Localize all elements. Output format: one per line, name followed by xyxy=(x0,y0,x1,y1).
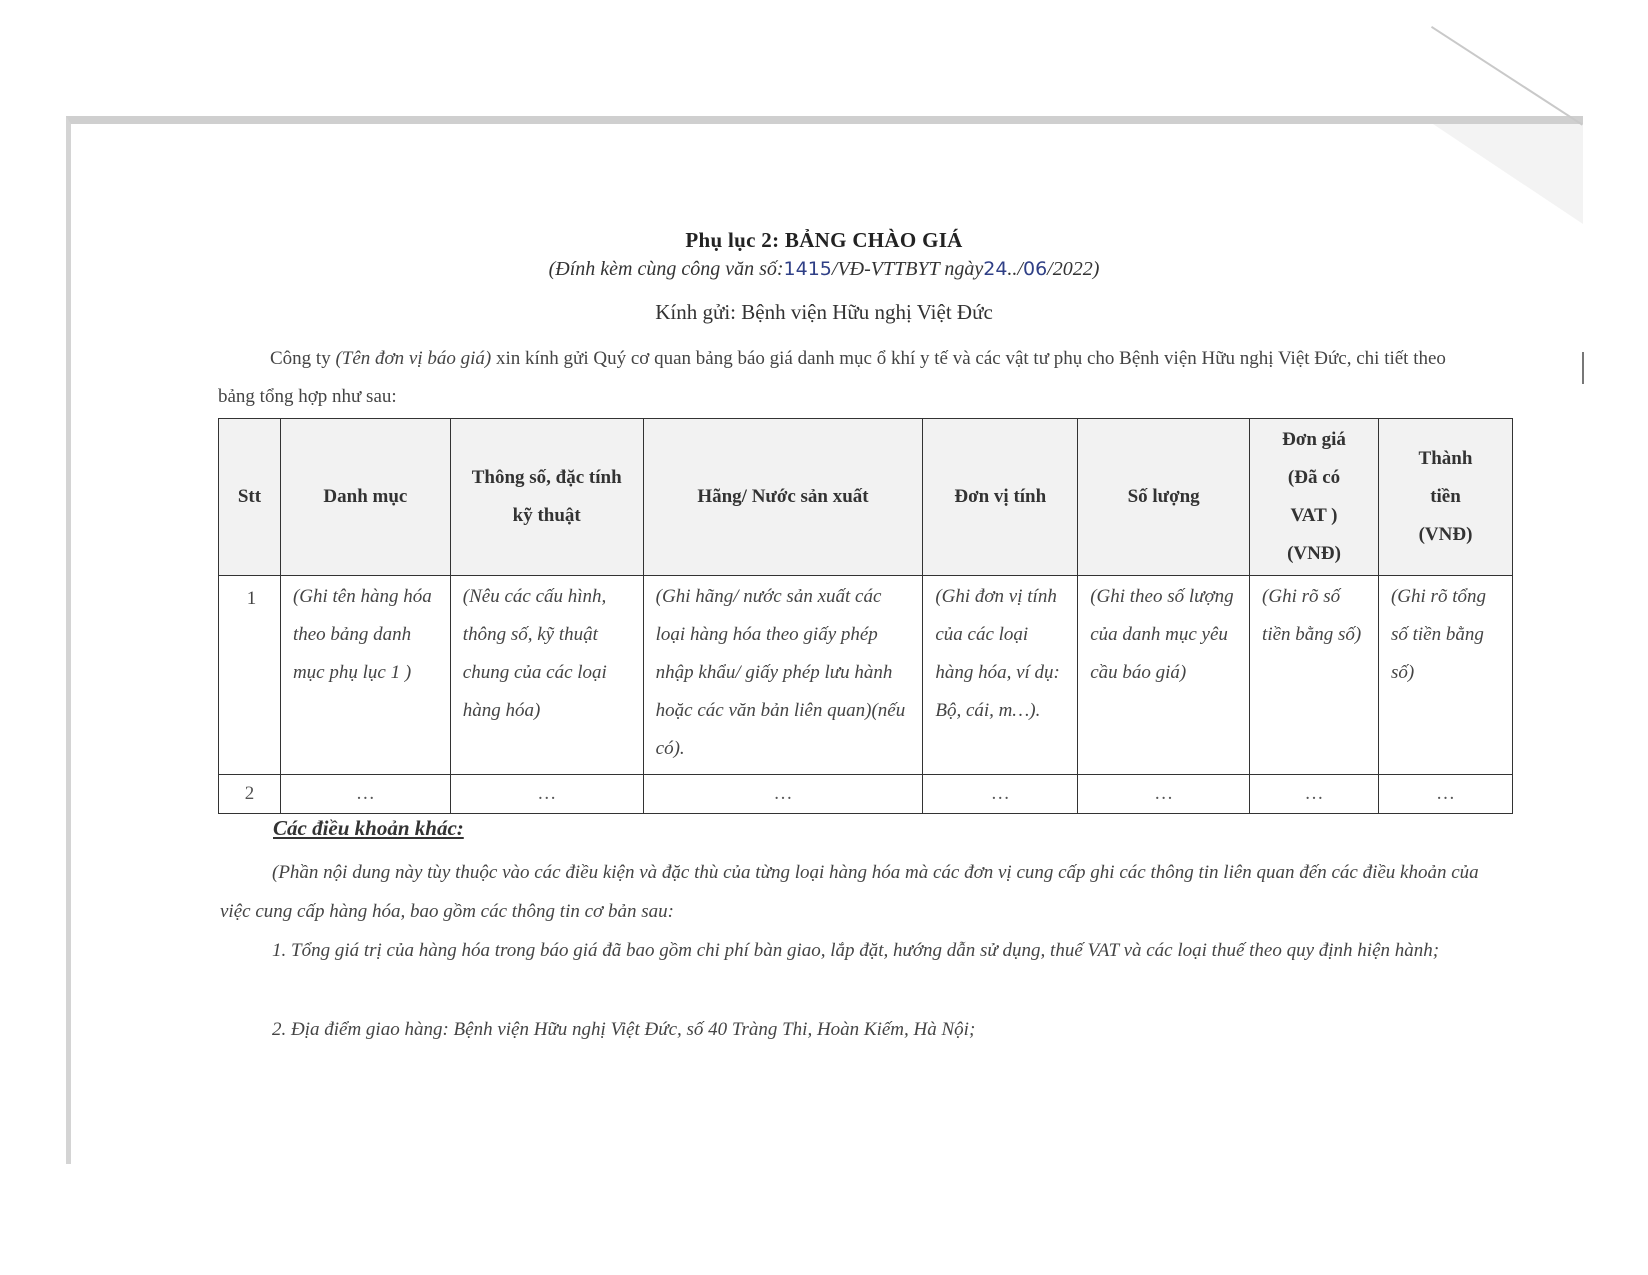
row2-stt: 2 xyxy=(219,775,281,814)
row1-thanh-tien: (Ghi rõ tổng số tiền bằng số) xyxy=(1378,576,1512,775)
row2-so-luong: … xyxy=(1078,775,1250,814)
handwritten-month: 06 xyxy=(1022,258,1048,280)
row1-so-luong: (Ghi theo số lượng của danh mục yêu cầu báo giá) xyxy=(1078,576,1250,775)
subtitle-prefix: (Đính kèm cùng công văn số: xyxy=(548,258,784,280)
header-stt: Stt xyxy=(219,419,281,576)
row1-hang: (Ghi hãng/ nước sản xuất các loại hàng hóa theo giấy phép nhập khẩu/ giấy phép lưu hành hoặc các văn bản liên quan)(nếu có). xyxy=(643,576,923,775)
row2-thong-so: … xyxy=(450,775,643,814)
intro-suffix: xin kính gửi Quý cơ quan bảng báo giá danh mục ổ khí y tế và các vật tư phụ cho Bệnh viện Hữu nghị Việt Đức, chi tiết theo bảng tổng hợp như sau: xyxy=(218,348,1446,407)
table-header-row xyxy=(219,419,1513,576)
row2-danh-muc: … xyxy=(280,775,450,814)
document-title: Phụ lục 2: BẢNG CHÀO GIÁ xyxy=(685,228,963,252)
terms-item-2: 2. Địa điểm giao hàng: Bệnh viện Hữu nghị Việt Đức, số 40 Tràng Thi, Hoàn Kiếm, Hà Nội; xyxy=(272,1019,976,1040)
subtitle-mid: /VĐ-VTTBYT ngày xyxy=(831,258,984,280)
handwritten-doc-number: 1415 xyxy=(783,258,832,280)
terms-paragraph: (Phần nội dung này tùy thuộc vào các điều kiện và đặc thù của từng loại hàng hóa mà các đơn vị cung cấp ghi các thông tin liên quan đến các điều khoản của việc cung cấp hàng hóa, bao gồm các thông tin cơ bản sau: xyxy=(220,862,1479,922)
terms-item-1: 1. Tổng giá trị của hàng hóa trong báo giá đã bao gồm chi phí bàn giao, lắp đặt, hướng dẫn sử dụng, thuế VAT và các loại thuế theo quy định hiện hành; xyxy=(272,940,1440,961)
document-subtitle xyxy=(0,258,1648,281)
subtitle-sep: ../ xyxy=(1007,258,1023,280)
intro-paragraph xyxy=(218,340,1463,416)
table-row xyxy=(219,576,1513,775)
header-thong-so: Thông số, đặc tính kỹ thuật xyxy=(450,419,643,576)
header-so-luong: Số lượng xyxy=(1078,419,1250,576)
row1-stt: 1 xyxy=(219,576,281,775)
header-don-vi: Đơn vị tính xyxy=(923,419,1078,576)
terms-heading: Các điều khoản khác: xyxy=(273,816,464,840)
folded-corner xyxy=(1433,124,1583,224)
row1-danh-muc: (Ghi tên hàng hóa theo bảng danh mục phụ lục 1 ) xyxy=(280,576,450,775)
row2-don-gia: … xyxy=(1250,775,1379,814)
edge-mark xyxy=(1582,352,1584,384)
table-row xyxy=(219,775,1513,814)
intro-italic: (Tên đơn vị báo giá) xyxy=(335,348,492,369)
row2-thanh-tien: … xyxy=(1378,775,1512,814)
row1-don-gia: (Ghi rõ số tiền bằng số) xyxy=(1250,576,1379,775)
subtitle-suffix: /2022) xyxy=(1047,258,1100,280)
handwritten-day: 24 xyxy=(983,258,1008,280)
greeting-line: Kính gửi: Bệnh viện Hữu nghị Việt Đức xyxy=(655,300,993,324)
quote-table xyxy=(218,418,1513,814)
row1-thong-so: (Nêu các cấu hình, thông số, kỹ thuật chung của các loại hàng hóa) xyxy=(450,576,643,775)
row2-don-vi: … xyxy=(923,775,1078,814)
header-don-gia: Đơn giá (Đã có VAT ) (VNĐ) xyxy=(1250,419,1379,576)
intro-prefix: Công ty xyxy=(270,348,331,369)
header-hang: Hãng/ Nước sản xuất xyxy=(643,419,923,576)
row1-don-vi: (Ghi đơn vị tính của các loại hàng hóa, ví dụ: Bộ, cái, m…). xyxy=(923,576,1078,775)
header-danh-muc: Danh mục xyxy=(280,419,450,576)
row2-hang: … xyxy=(643,775,923,814)
header-thanh-tien: Thành tiền (VNĐ) xyxy=(1378,419,1512,576)
